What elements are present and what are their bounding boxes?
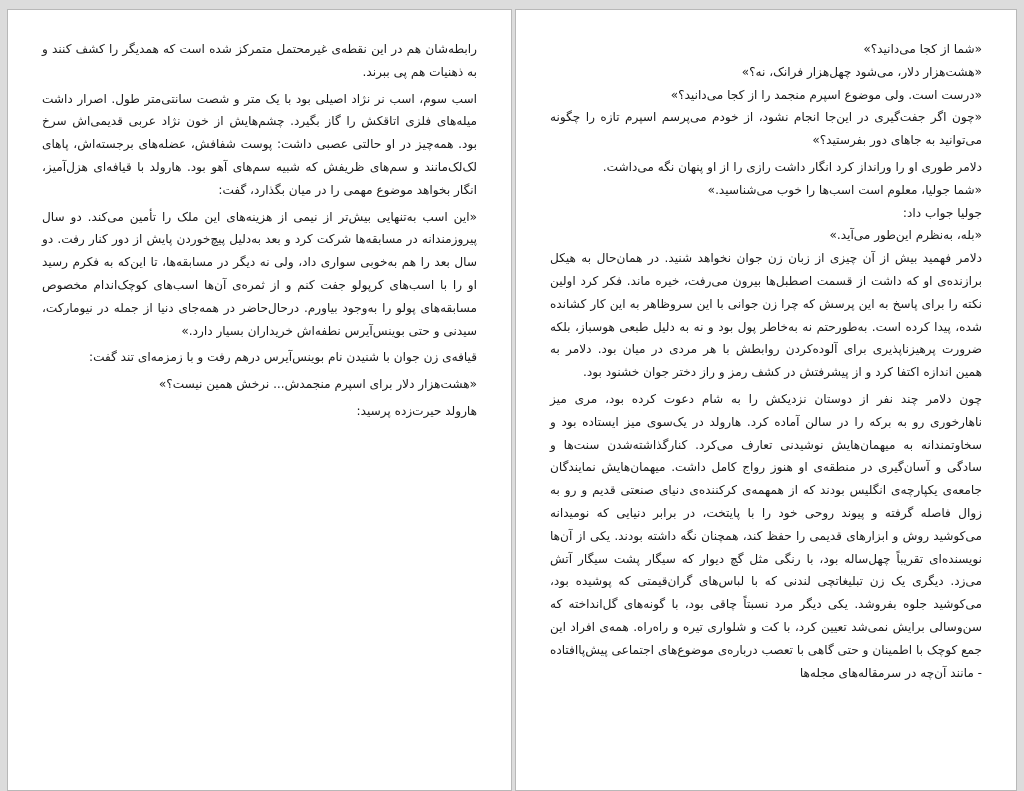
paragraph: رابطه‌شان هم در این نقطه‌ی غیرمحتمل متمرکز شده است که همدیگر را کشف کنند و به ذهنیات هم پی ببرند. (42, 42, 477, 79)
paragraph: جولیا جواب داد: (902, 205, 982, 220)
paragraph: دلامر طوری او را ورانداز کرد انگار داشت رازی را از او پنهان نگه می‌داشت. (602, 159, 982, 174)
paragraph: قیافه‌ی زن جوان با شنیدن نام بوینس‌آیرس درهم رفت و با زمزمه‌ای تند گفت: (89, 350, 477, 365)
paragraph: «چون اگر جفت‌گیری در این‌جا انجام نشود، از خودم می‌پرسم اسپرم تازه را چگونه می‌توانید به جاهای دور بفرستید؟» (550, 110, 982, 148)
paragraph: «شما جولیا، معلوم است اسب‌ها را خوب می‌شناسید.» (707, 182, 982, 197)
paragraph: «درست است. ولی موضوع اسپرم منجمد را از کجا می‌دانید؟» (670, 87, 982, 102)
paragraph: «هشت‌هزار دلار برای اسپرم منجمدش... نرخش همین نیست؟» (158, 377, 477, 392)
paragraph: هارولد حیرت‌زده پرسید: (356, 403, 477, 418)
paragraph: «بله، به‌نظرم این‌طور می‌آید.» (829, 228, 982, 243)
left-page-text (42, 38, 477, 427)
paragraph: دلامر فهمید بیش از آن چیزی از زبان زن جوان نخواهد شنید. در همان‌حال به هیکل برازنده‌ی او که داشت از قسمت اصطبل‌ها بیرون می‌رفت، خیره ماند. فکر کرد اولین نکته را برای پاسخ به این پرسش که چرا زن جوانی با این سروظاهر به این کار کشانده شده، پیدا کرده است. به‌طورحتم نه به‌خاطر پول بود و نه به دلیل طبعی هوسباز، بلکه ضرورت پرهیزناپذیری برای آلوده‌کردن روابطش با هر مردی در میان بود. دلامر به همین اندازه اکتفا کرد و از پیشرفتش در کشف رمز و راز دختر جوان خشنود بود. (550, 251, 982, 380)
paragraph: «هشت‌هزار دلار، می‌شود چهل‌هزار فرانک، نه؟» (741, 64, 982, 79)
paragraph: اسب سوم، اسب نر نژاد اصیلی بود با یک متر و شصت سانتی‌متر طول. اصرار داشت میله‌های فلزی اتاقکش را گاز بگیرد. چشم‌هایش از خون نژاد عربی قدیمی‌اش سرخ بود. همه‌چیز در او حالتی عصبی داشت: پوست شفافش، عضله‌های برجسته‌اش، پاهای لک‌لک‌مانند و سم‌های ظریفش که شبیه سم‌های آهو بود. هارولد با قیافه‌ای هزل‌آمیز، انگار بخواهد موضوع مهمی را در میان بگذارد، گفت: (42, 91, 477, 197)
paragraph: «شما از کجا می‌دانید؟» (863, 42, 982, 56)
paragraph: «این اسب به‌تنهایی بیش‌تر از نیمی از هزینه‌های این ملک را تأمین می‌کند. دو سال پیروزمندانه در مسابقه‌ها شرکت کرد و بعد به‌دلیل پیچ‌خوردن پایش از دور کنار رفت. دو سال بعد را هم به‌خوبی سواری داد، ولی نه دیگر در مسابقه‌ها، تا این‌که به فکرم رسید او را با اسب‌های کرپولو جفت کنم و از ثمره‌ی آن‌ها اسب‌های کوچک‌اندام مخصوص مسابقه‌های پولو را به‌وجود بیاورم. درحال‌حاضر در همه‌جای دنیا از جمله در نیومارکت، سیدنی و حتی بوینس‌آیرس نطفه‌اش خریداران بسیار دارد.» (42, 209, 477, 338)
paragraph: چون دلامر چند نفر از دوستان نزدیکش را به شام دعوت کرده بود، مری میز ناهارخوری رو به برکه را در سالن آماده کرد. هارولد در یک‌سوی میز ایستاده بود و سخاوتمندانه به میهمان‌هایش نوشیدنی تعارف می‌کرد. کنارگذاشته‌شدن سنت‌ها و سادگی و آسان‌گیری در منطقه‌ی او هنوز رواج کامل داشت. میهمان‌هایش نمایندگان جامعه‌ی یکپارچه‌ی انگلیس بودند که از همهمه‌ی کرکننده‌ی دنیای صنعتی قدیم و رو به زوال فاصله گرفته و پیوند روحی خود را با پایتخت، در برابر دنیایی که نومیدانه می‌کوشید روش و ابزارهای قدیمی را حفظ کند، همچنان نگه داشته بودند. یکی از آن‌ها نویسنده‌ای تقریباً چهل‌ساله بود، با رنگی مثل گچ دیوار که سیگار پشت سیگار آتش می‌زد. دیگری یک زن تبلیغاتچی لندنی که با لباس‌های گران‌قیمتی که پوشیده بود، می‌کوشید جلوه بفروشد. یکی دیگر مرد نسبتاً چاقی بود، با گونه‌های گل‌انداخته که سن‌وسالی برایش نمی‌شد تعیین کرد، با کت و شلواری تیره و راه‌راه. همه‌ی افراد این جمع کوچک با اطمینان و حتی گاهی با تعصب درباره‌ی موضوع‌های اجتماعی پیش‌پاافتاده - مانند آن‌چه در سرمقاله‌های مجله‌ها (550, 391, 982, 680)
right-page-text (550, 38, 982, 684)
left-page (7, 9, 512, 791)
right-page (515, 9, 1017, 791)
